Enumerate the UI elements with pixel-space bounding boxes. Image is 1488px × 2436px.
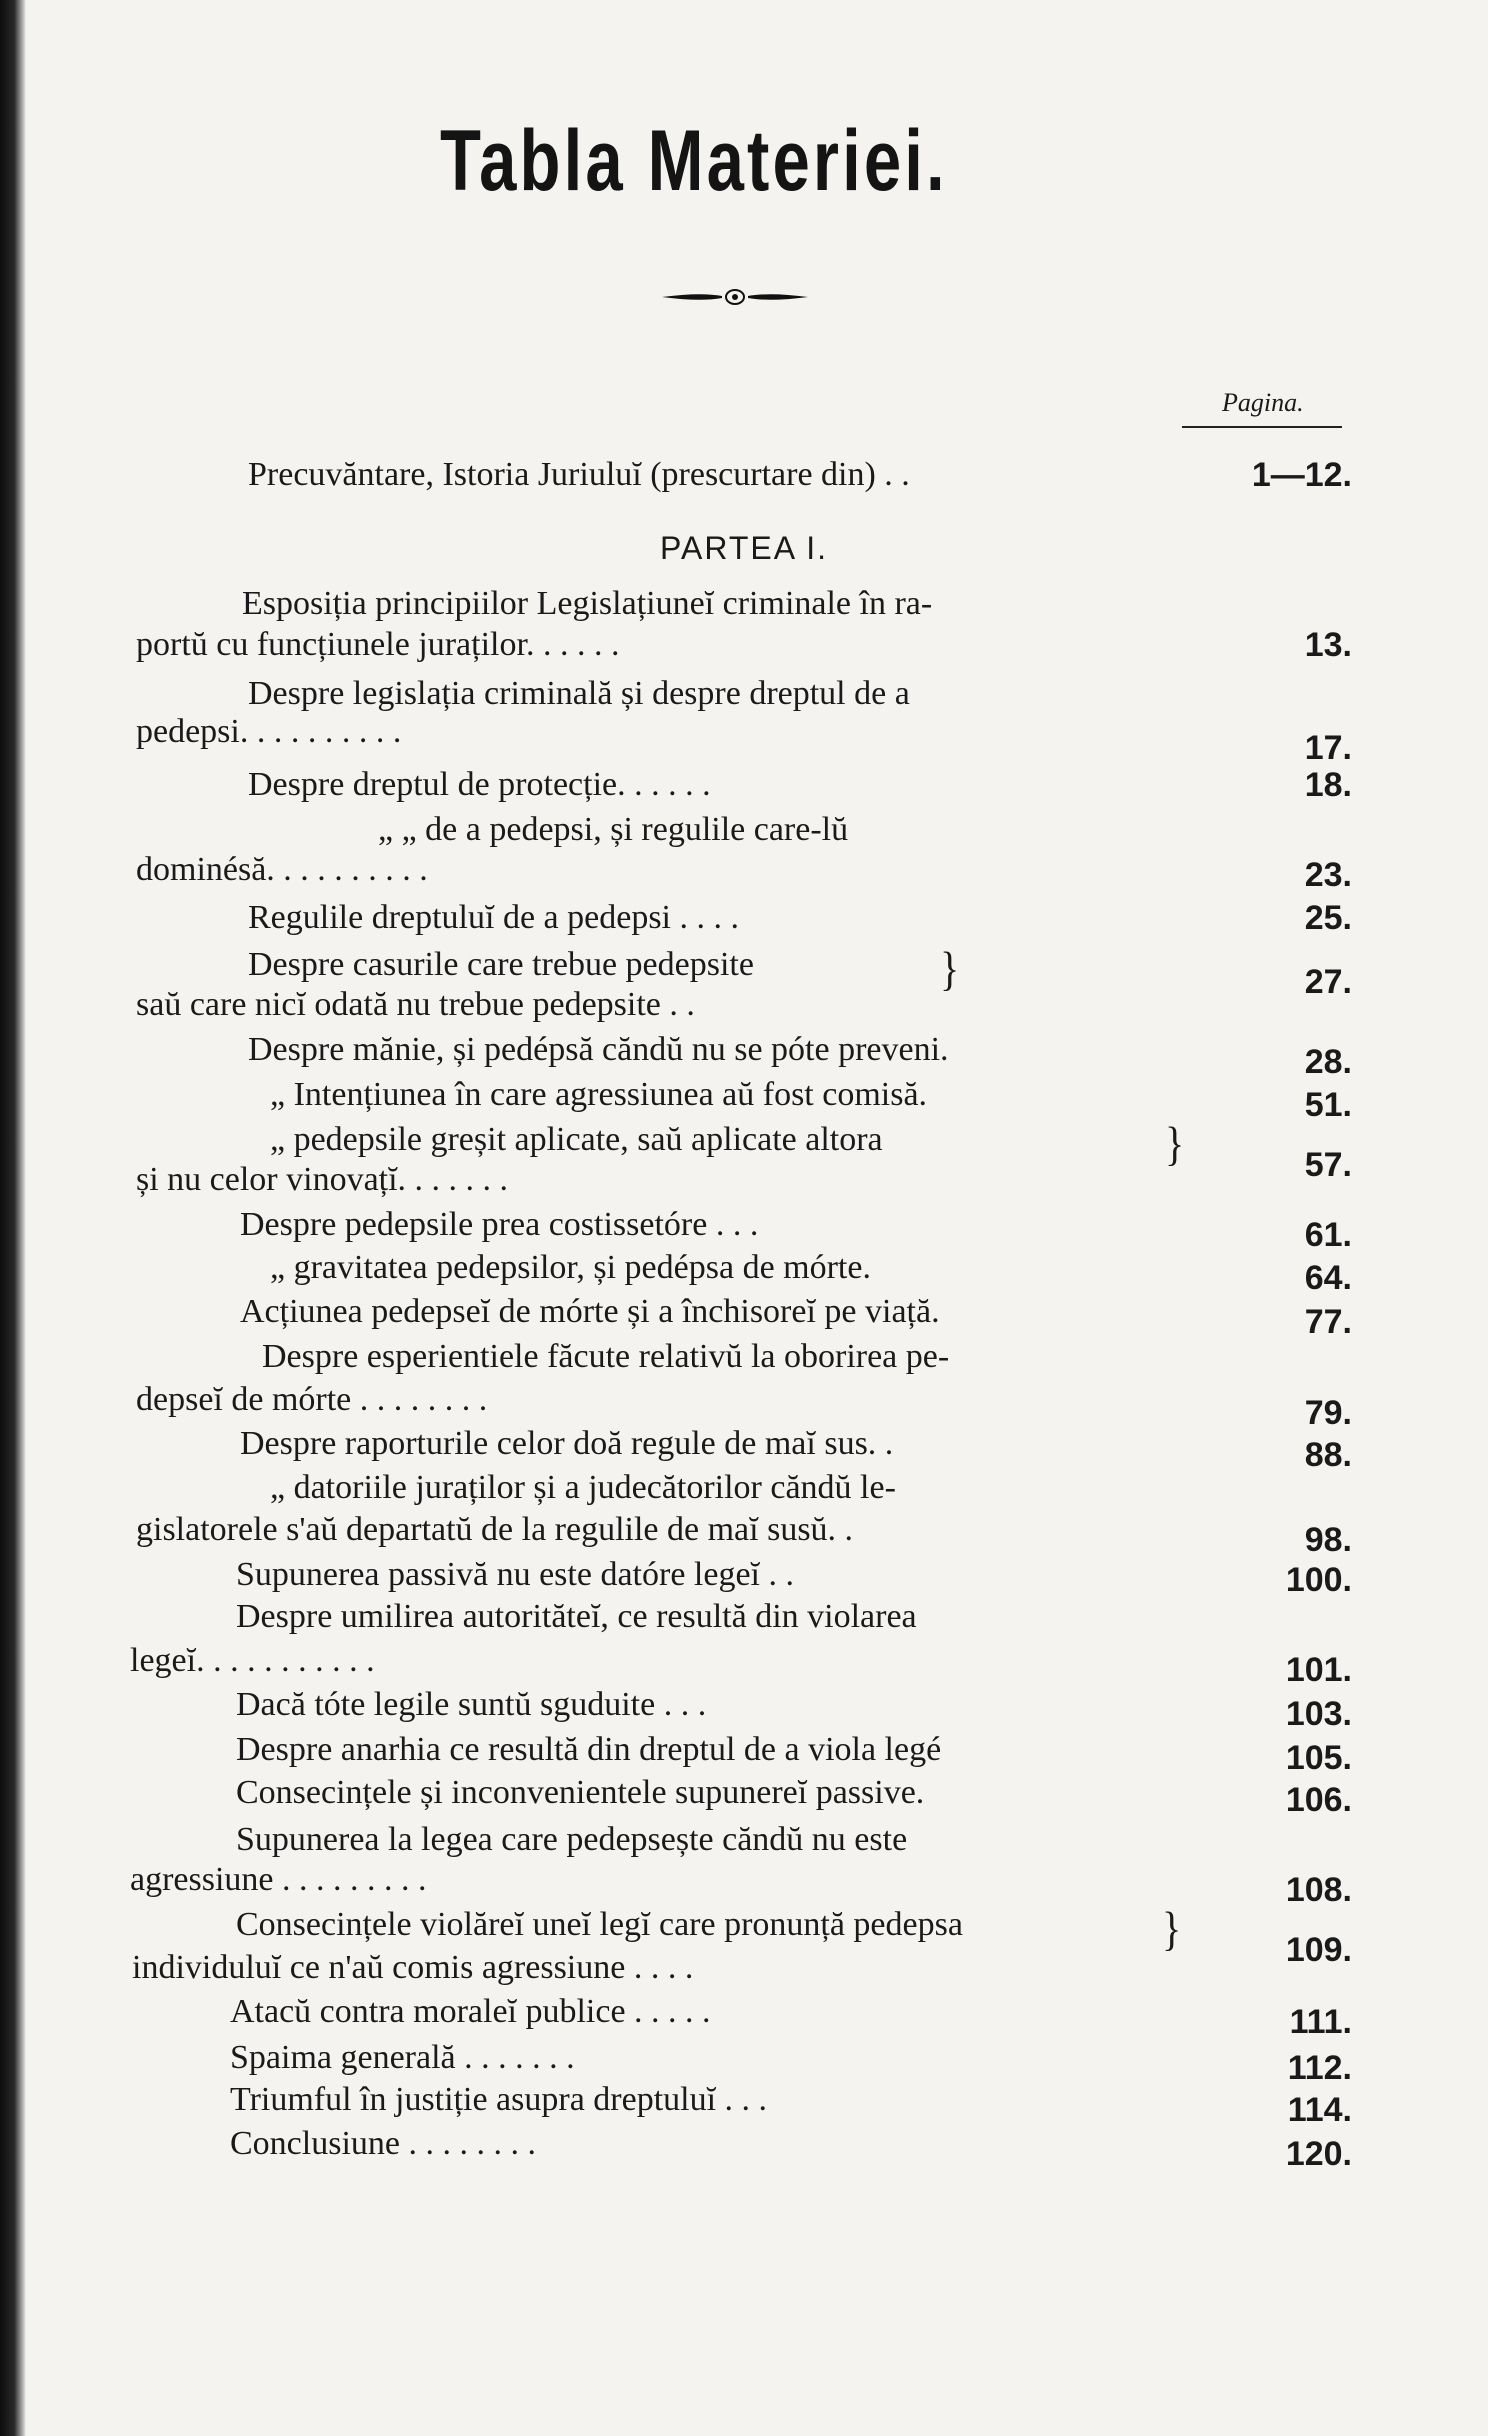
toc-page-number: 108. — [1285, 1871, 1352, 1909]
toc-entry-text: Despre legislația criminală și despre dreptul de a — [248, 675, 910, 712]
toc-entry-text: individuluĭ ce n'aŭ comis agressiune . . . . — [132, 1949, 694, 1986]
part-heading: PARTEA I. — [660, 530, 828, 566]
toc-entry-text: „ gravitatea pedepsilor, și pedépsa de mórte. — [270, 1249, 871, 1286]
toc-entry-text: Supunerea passivă nu este datóre legeĭ . . — [236, 1556, 794, 1593]
toc-entry-text: Despre umilirea autorităteĭ, ce resultă din violarea — [236, 1598, 917, 1635]
toc-page-number: 51. — [1304, 1086, 1352, 1124]
toc-page-number: 98. — [1304, 1521, 1352, 1559]
toc-entry-text: gislatorele s'aŭ departatŭ de la regulile de maĭ susŭ. . — [136, 1511, 854, 1548]
toc-entry-text: legeĭ. . . . . . . . . . . — [130, 1642, 375, 1679]
toc-entry-text: Despre pedepsile prea costissetóre . . . — [240, 1206, 759, 1243]
toc-page-number: 61. — [1304, 1216, 1352, 1254]
toc-entry-text: „ datoriile juraților și a judecătorilor căndŭ le- — [270, 1469, 896, 1506]
toc-entry-text: pedepsi. . . . . . . . . . — [136, 713, 402, 750]
toc-page-number: 18. — [1304, 766, 1352, 804]
toc-entry-text: Atacŭ contra moraleĭ publice . . . . . — [230, 1993, 711, 2030]
toc-page-number: 101. — [1285, 1651, 1352, 1689]
toc-page-number: 106. — [1285, 1781, 1352, 1819]
toc-entry-text: „ pedepsile greșit aplicate, saŭ aplicate altora — [270, 1121, 883, 1158]
toc-entry-text: portŭ cu funcțiunele juraților. . . . . . — [136, 626, 620, 663]
toc-page-number: 88. — [1304, 1436, 1352, 1474]
toc-entry-text: saŭ care nicĭ odată nu trebue pedepsite . . — [136, 986, 695, 1023]
toc-page-number: 28. — [1304, 1043, 1352, 1081]
toc-entry-text: Spaima generală . . . . . . . — [230, 2039, 575, 2076]
toc-entry-text: și nu celor vinovațĭ. . . . . . . — [136, 1161, 509, 1198]
toc-page-number: 1—12. — [1251, 456, 1352, 494]
toc-entry-text: depseĭ de mórte . . . . . . . . — [136, 1381, 488, 1418]
toc-page-number: 103. — [1285, 1695, 1352, 1733]
toc-entry-text: „ Intențiunea în care agressiunea aŭ fost comisă. — [270, 1076, 928, 1113]
toc-entry-text: Triumful în justiție asupra dreptuluĭ . . . — [230, 2081, 768, 2118]
toc-page-number: 13. — [1304, 626, 1352, 664]
toc-entry-text: Conclusiune . . . . . . . . — [230, 2125, 536, 2162]
toc-entry-text: Regulile dreptuluĭ de a pedepsi . . . . — [248, 899, 739, 936]
toc-entry-text: Supunerea la legea care pedepsește căndŭ nu este — [236, 1821, 908, 1858]
toc-entry-text: Despre esperientiele făcute relativŭ la oborirea pe- — [262, 1338, 950, 1375]
toc-page-number: 112. — [1287, 2049, 1352, 2087]
toc-page-number: 100. — [1285, 1561, 1352, 1599]
toc-entry-text: Despre raporturile celor doă regule de maĭ sus. . — [240, 1425, 894, 1462]
toc-page-number: 27. — [1304, 963, 1352, 1001]
toc-entry-text: Despre casurile care trebue pedepsite — [248, 946, 754, 983]
toc-entry-text: Dacă tóte legile suntŭ sguduite . . . — [236, 1686, 707, 1723]
toc-page-number: 64. — [1304, 1259, 1352, 1297]
toc-entry-text: Despre anarhia ce resultă din dreptul de a viola legé — [236, 1731, 942, 1768]
toc-entry-text: agressiune . . . . . . . . . — [130, 1861, 427, 1898]
toc-entry-text: Despre mănie, și pedépsă căndŭ nu se póte preveni. — [248, 1031, 949, 1068]
toc-page-number: 114. — [1287, 2091, 1352, 2129]
curly-brace-icon: } — [1165, 1116, 1185, 1171]
toc-page-number: 109. — [1285, 1931, 1352, 1969]
toc-entry-text: Acțiunea pedepseĭ de mórte și a închisoreĭ pe viață. — [240, 1293, 940, 1330]
toc-page-number: 111. — [1289, 2003, 1352, 2041]
toc-page-number: 17. — [1304, 729, 1352, 767]
curly-brace-icon: } — [940, 941, 960, 996]
page-title: Tabla Materiei. — [440, 113, 948, 209]
toc-entry-text: „ „ de a pedepsi, și regulile care-lŭ — [378, 811, 849, 848]
toc-page-number: 105. — [1285, 1739, 1352, 1777]
toc-page-number: 23. — [1304, 856, 1352, 894]
toc-entry-text: Esposiția principiilor Legislațiuneĭ criminale în ra- — [242, 585, 933, 622]
toc-page-number: 25. — [1304, 899, 1352, 937]
toc-entry-text: Despre dreptul de protecție. . . . . . — [248, 766, 711, 803]
toc-page-number: 79. — [1304, 1394, 1352, 1432]
curly-brace-icon: } — [1162, 1901, 1182, 1956]
toc-page-number: 77. — [1304, 1303, 1352, 1341]
toc-entry-text: Consecințele și inconvenientele supunereĭ passive. — [236, 1774, 925, 1811]
toc-page-number: 120. — [1285, 2135, 1352, 2173]
toc-entry-text: Consecințele violăreĭ uneĭ legĭ care pronunță pedepsa — [236, 1906, 963, 1943]
toc-entry-text: Precuvăntare, Istoria Juriuluĭ (prescurtare din) . . — [248, 456, 910, 493]
pagina-column-header: Pagina. — [1222, 388, 1304, 417]
toc-page-number: 57. — [1304, 1146, 1352, 1184]
toc-entry-text: dominésă. . . . . . . . . . — [136, 851, 428, 888]
